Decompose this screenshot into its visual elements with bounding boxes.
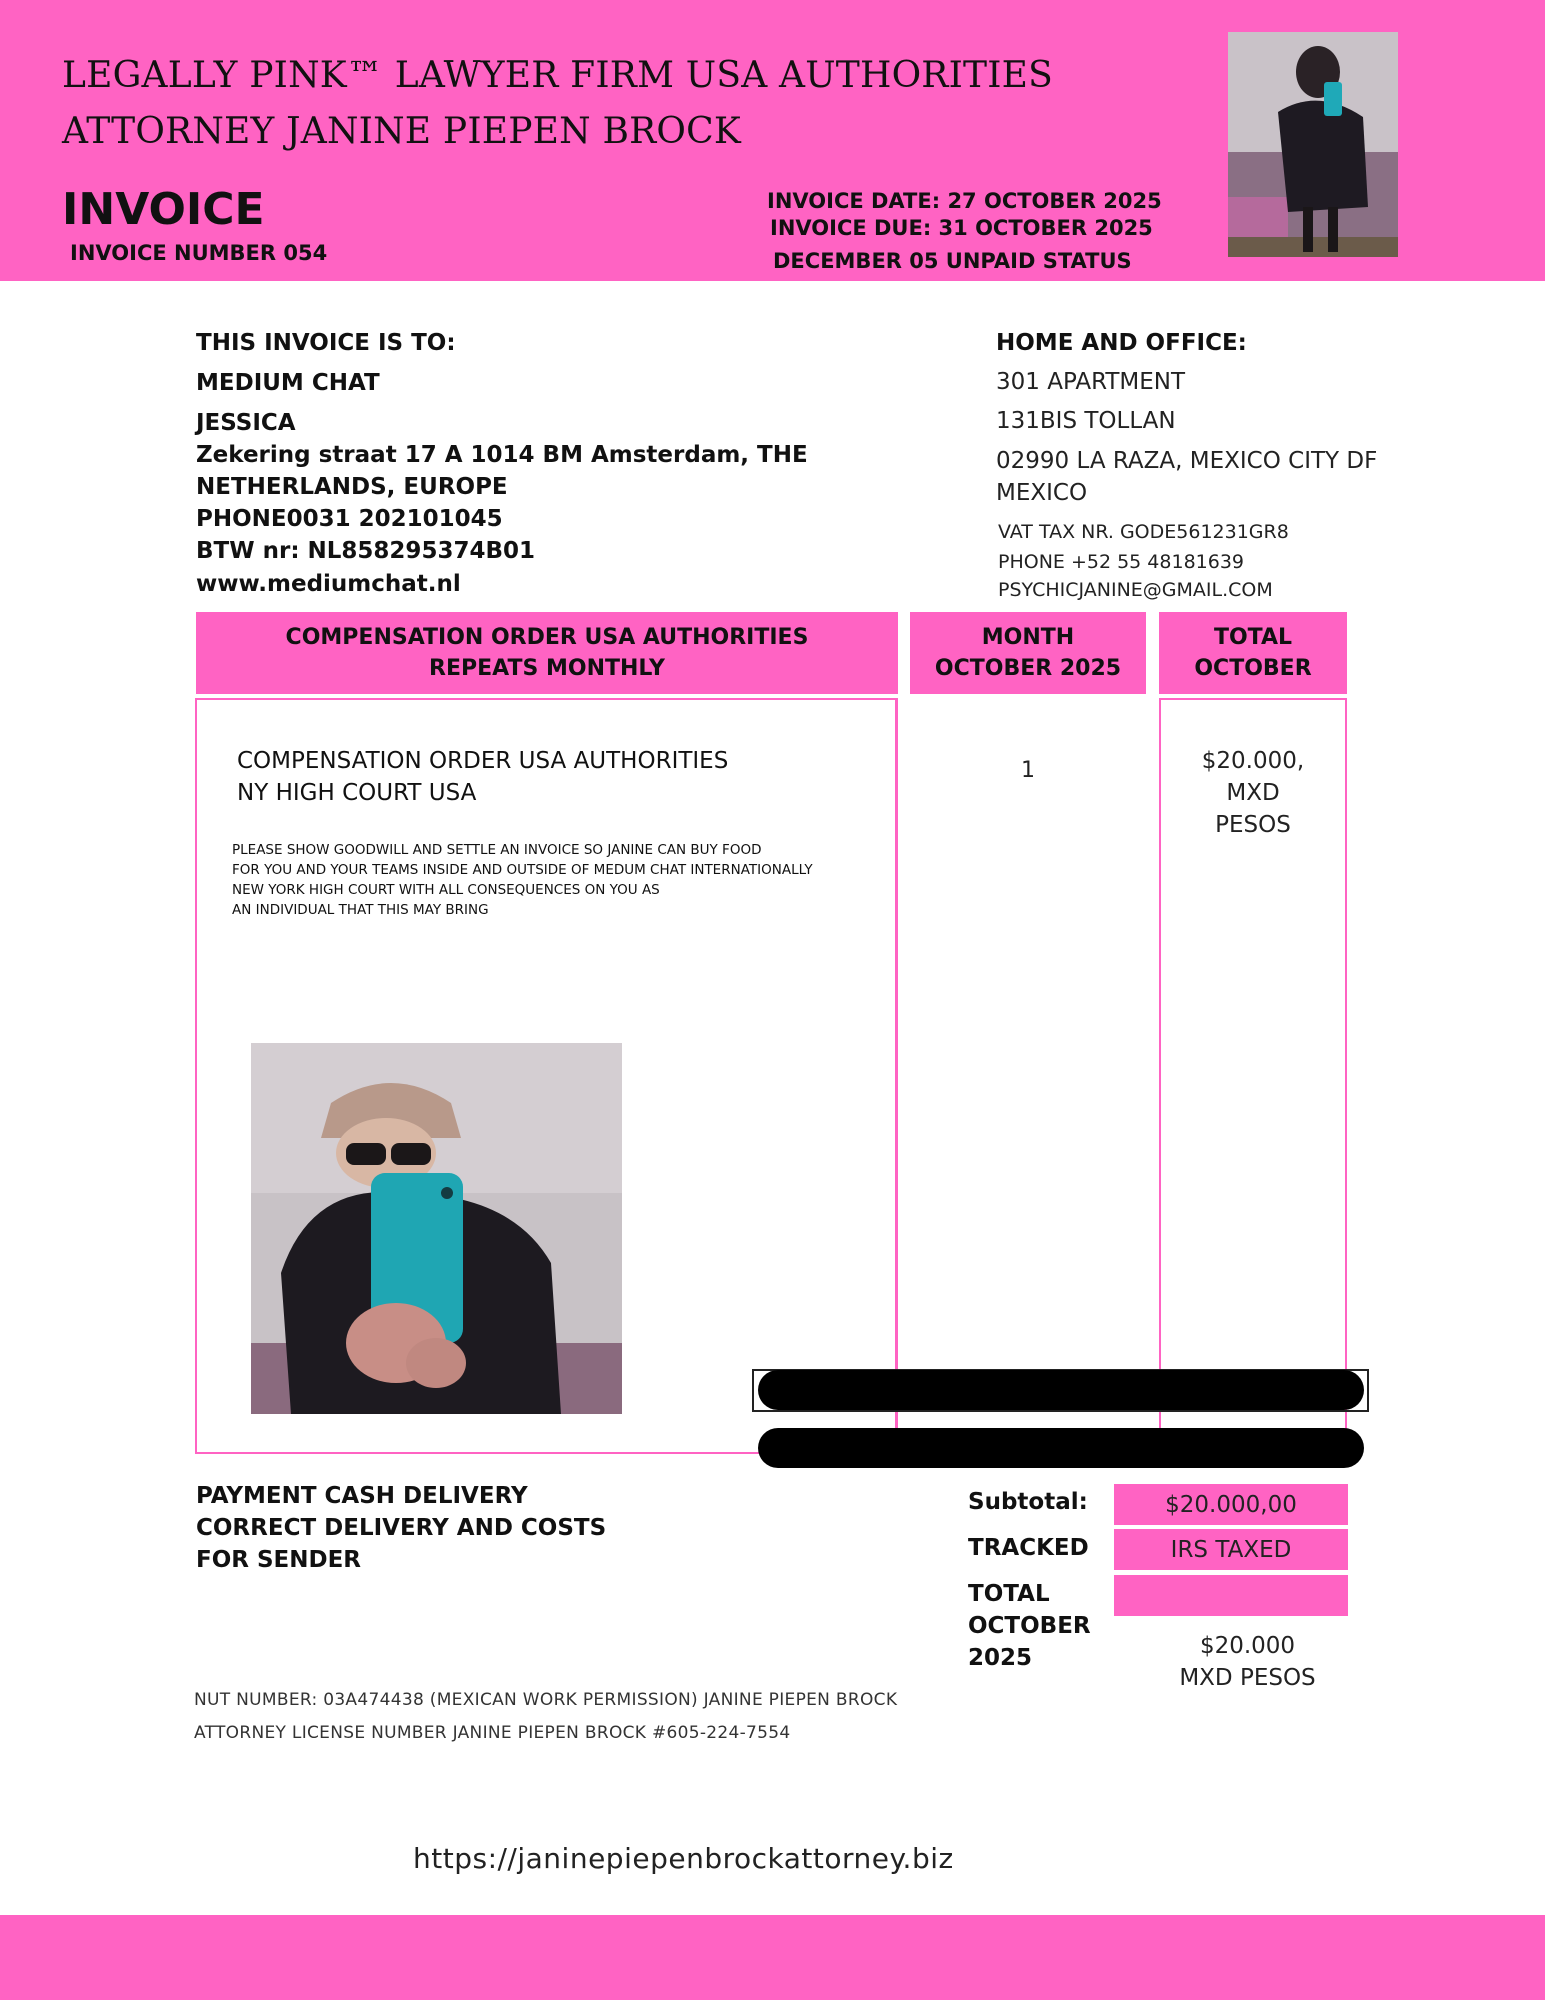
attorney-license: ATTORNEY LICENSE NUMBER JANINE PIEPEN BROCK #605-224-7554 [194,1723,791,1743]
tracked-value: IRS TAXED [1114,1529,1348,1570]
bill-to-btw: BTW nr: NL858295374B01 [196,538,535,564]
nut-number: NUT NUMBER: 03A474438 (MEXICAN WORK PERMISSION) JANINE PIEPEN BROCK [194,1690,898,1710]
header-photo [1228,32,1398,257]
column-header-total-line-2: OCTOBER [1194,656,1312,681]
line-item-amount-2: MXD [1226,780,1280,806]
invoice-status: DECEMBER 05 UNPAID STATUS [773,249,1132,273]
office-email: PSYCHICJANINE@GMAIL.COM [998,579,1273,601]
total-amount-line-2: MXD PESOS [1179,1665,1316,1691]
line-item-note-1: PLEASE SHOW GOODWILL AND SETTLE AN INVOICE SO JANINE CAN BUY FOOD [232,842,762,858]
total-label-line-3: 2025 [968,1645,1033,1671]
total-label-line-2: OCTOBER [968,1613,1091,1639]
line-item-note-2: FOR YOU AND YOUR TEAMS INSIDE AND OUTSIDE OF MEDUM CHAT INTERNATIONALLY [232,862,813,878]
line-item-amount [1162,745,1344,841]
line-item-name-1: COMPENSATION ORDER USA AUTHORITIES [237,748,729,774]
line-item-name-2: NY HIGH COURT USA [237,780,477,806]
column-header-total [1159,612,1347,694]
bill-to-website: www.mediumchat.nl [196,571,461,597]
column-header-description-line-1: COMPENSATION ORDER USA AUTHORITIES [285,625,809,650]
tracked-label: TRACKED [968,1535,1089,1561]
line-item-note [232,840,813,920]
bill-to-name: JESSICA [196,410,296,436]
line-item-amount-1: $20.000, [1201,748,1305,774]
payment-note-line-1: PAYMENT CASH DELIVERY [196,1483,528,1509]
bill-to-address-1: Zekering straat 17 A 1014 BM Amsterdam, THE [196,442,808,468]
body-photo [251,1043,622,1414]
column-header-description [196,612,898,694]
office-heading: HOME AND OFFICE: [996,330,1247,356]
office-line-3: 02990 LA RAZA, MEXICO CITY DF [996,448,1378,474]
footer-band [0,1915,1545,2000]
total-amount-line-1: $20.000 [1199,1633,1296,1659]
office-line-2: 131BIS TOLLAN [996,408,1176,434]
office-line-1: 301 APARTMENT [996,369,1186,395]
redaction-bar [758,1428,1364,1468]
line-item-name [237,745,728,809]
column-header-month-line-1: MONTH [981,625,1075,650]
bill-to-address-2: NETHERLANDS, EUROPE [196,474,508,500]
line-item-note-3: NEW YORK HIGH COURT WITH ALL CONSEQUENCES ON YOU AS [232,882,660,898]
line-item-amount-3: PESOS [1215,812,1291,838]
firm-website-link[interactable]: https://janinepiepenbrockattorney.biz [413,1842,954,1875]
column-header-month-line-2: OCTOBER 2025 [934,656,1122,681]
payment-note-line-2: CORRECT DELIVERY AND COSTS [196,1515,607,1541]
office-line-4: MEXICO [996,480,1088,506]
invoice-date: INVOICE DATE: 27 OCTOBER 2025 [767,189,1162,213]
redaction-bar [758,1370,1364,1410]
total-label [968,1578,1091,1674]
total-amount [1160,1630,1335,1694]
column-divider [895,698,897,1440]
subtotal-label: Subtotal: [968,1489,1088,1515]
subtotal-value: $20.000,00 [1114,1484,1348,1525]
attorney-name: ATTORNEY JANINE PIEPEN BROCK [62,111,741,152]
column-header-month [910,612,1146,694]
bill-to-company: MEDIUM CHAT [196,370,380,396]
office-phone: PHONE +52 55 48181639 [998,551,1245,573]
invoice-due: INVOICE DUE: 31 OCTOBER 2025 [770,216,1153,240]
column-header-description-line-2: REPEATS MONTHLY [429,656,665,681]
total-label-line-1: TOTAL [968,1581,1050,1607]
firm-name: LEGALLY PINK™ LAWYER FIRM USA AUTHORITIES [62,55,1053,96]
bill-to-phone: PHONE0031 202101045 [196,506,503,532]
office-vat: VAT TAX NR. GODE561231GR8 [998,521,1289,543]
payment-note [196,1480,606,1576]
bill-to-heading: THIS INVOICE IS TO: [196,330,456,356]
line-item-quantity: 1 [1021,758,1035,783]
payment-note-line-3: FOR SENDER [196,1547,362,1573]
total-value-box [1114,1575,1348,1616]
column-header-total-line-1: TOTAL [1213,625,1293,650]
line-item-note-4: AN INDIVIDUAL THAT THIS MAY BRING [232,902,489,918]
invoice-title: INVOICE [62,184,265,235]
invoice-number: INVOICE NUMBER 054 [70,241,328,265]
